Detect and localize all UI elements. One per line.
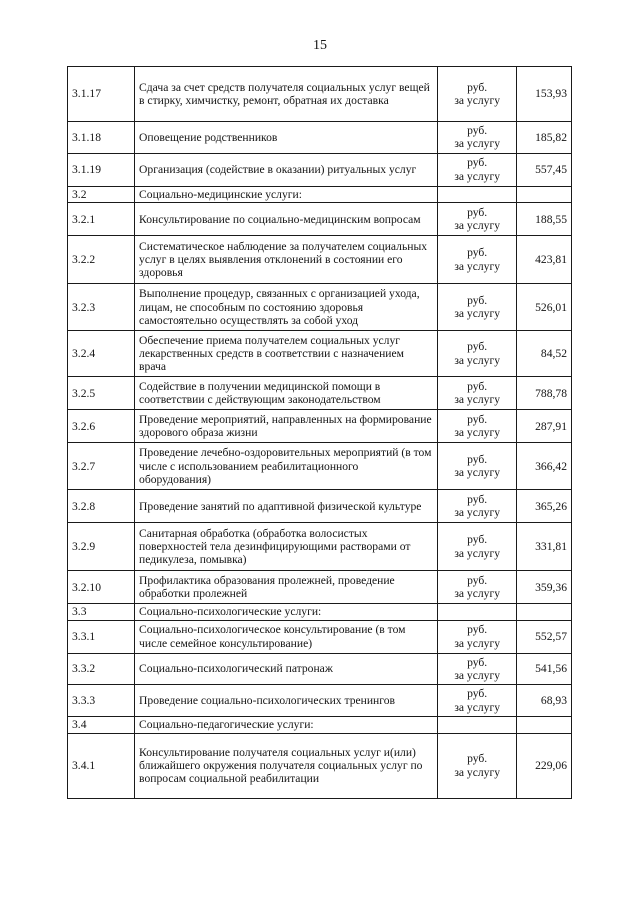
unit-cell <box>437 653 517 685</box>
unit-cell <box>437 620 517 653</box>
unit-currency: руб. <box>467 412 488 426</box>
service-code: 3.2.4 <box>68 331 135 377</box>
unit-cell <box>437 203 517 236</box>
unit-cell <box>437 153 517 186</box>
unit-per-service: за услугу <box>454 636 501 650</box>
service-code: 3.2.7 <box>68 443 135 490</box>
service-code: 3.3.3 <box>68 685 135 717</box>
unit-per-service: за услугу <box>454 259 501 273</box>
table-row <box>68 122 572 154</box>
unit-currency: руб. <box>467 340 488 354</box>
service-name: Консультирование по социально-медицинским вопросам <box>135 203 438 236</box>
service-price: 188,55 <box>517 203 572 236</box>
service-price: 359,36 <box>517 571 572 604</box>
service-price: 366,42 <box>517 443 572 490</box>
unit-per-service: за услугу <box>454 94 501 107</box>
table-row <box>68 685 572 717</box>
table-row <box>68 153 572 186</box>
unit-per-service: за услугу <box>454 219 501 233</box>
unit-currency: руб. <box>467 452 488 466</box>
unit-currency: руб. <box>467 80 488 94</box>
unit-currency: руб. <box>467 205 488 219</box>
service-code: 3.3.1 <box>68 620 135 653</box>
unit-cell <box>437 122 517 154</box>
service-name: Систематическое наблюдение за получателем социальных услуг в целях выявления отклонений в состоянии его здоровья <box>135 236 438 284</box>
unit-cell <box>437 523 517 571</box>
unit-per-service: за услугу <box>454 393 501 407</box>
service-name: Содействие в получении медицинской помощи в соответствии с действующим законодательством <box>135 377 438 410</box>
unit-cell <box>437 733 517 798</box>
unit-cell <box>437 377 517 410</box>
unit-currency: руб. <box>467 573 488 587</box>
unit-currency: руб. <box>467 293 488 307</box>
service-name: Оповещение родственников <box>135 122 438 154</box>
service-code: 3.2.10 <box>68 571 135 604</box>
table-row <box>68 443 572 490</box>
service-code: 3.1.17 <box>68 67 135 122</box>
section-title: Социально-педагогические услуги: <box>135 717 438 733</box>
service-name: Организация (содействие в оказании) ритуальных услуг <box>135 153 438 186</box>
service-name: Проведение мероприятий, направленных на формирование здорового образа жизни <box>135 410 438 443</box>
unit-cell <box>437 284 517 331</box>
service-price: 423,81 <box>517 236 572 284</box>
service-price <box>517 186 572 202</box>
service-price: 788,78 <box>517 377 572 410</box>
table-row <box>68 620 572 653</box>
service-code: 3.3 <box>68 604 135 620</box>
unit-cell <box>437 186 517 202</box>
service-code: 3.1.19 <box>68 153 135 186</box>
table-row <box>68 203 572 236</box>
service-code: 3.2.5 <box>68 377 135 410</box>
service-name: Профилактика образования пролежней, проведение обработки пролежней <box>135 571 438 604</box>
service-name: Санитарная обработка (обработка волосистых поверхностей тела дезинфицирующими растворами от педикулеза, помывка) <box>135 523 438 571</box>
unit-cell <box>437 236 517 284</box>
unit-per-service: за услугу <box>454 353 501 367</box>
unit-cell <box>437 717 517 733</box>
service-name: Проведение занятий по адаптивной физической культуре <box>135 490 438 523</box>
service-name: Обеспечение приема получателем социальных услуг лекарственных средств в соответствии с назначением врача <box>135 331 438 377</box>
unit-currency: руб. <box>467 687 488 701</box>
service-name: Социально-психологическое консультирование (в том числе семейное консультирование) <box>135 620 438 653</box>
unit-per-service: за услугу <box>454 466 501 480</box>
service-name: Проведение социально-психологических тренингов <box>135 685 438 717</box>
unit-currency: руб. <box>467 492 488 506</box>
service-code: 3.2.8 <box>68 490 135 523</box>
unit-per-service: за услугу <box>454 587 501 601</box>
table-row <box>68 377 572 410</box>
unit-currency: руб. <box>467 623 488 637</box>
unit-per-service: за услугу <box>454 426 501 440</box>
unit-cell <box>437 571 517 604</box>
unit-cell <box>437 443 517 490</box>
unit-per-service: за услугу <box>454 765 501 779</box>
unit-per-service: за услугу <box>454 506 501 520</box>
unit-per-service: за услугу <box>454 546 501 560</box>
services-price-table <box>67 66 572 799</box>
table-row <box>68 523 572 571</box>
unit-cell <box>437 490 517 523</box>
service-price: 557,45 <box>517 153 572 186</box>
unit-currency: руб. <box>467 533 488 547</box>
table-row <box>68 410 572 443</box>
unit-cell <box>437 685 517 717</box>
unit-currency: руб. <box>467 246 488 260</box>
section-row <box>68 604 572 620</box>
service-price <box>517 717 572 733</box>
service-price: 229,06 <box>517 733 572 798</box>
service-price <box>517 604 572 620</box>
service-code: 3.2.6 <box>68 410 135 443</box>
table-row <box>68 653 572 685</box>
unit-currency: руб. <box>467 124 488 137</box>
service-code: 3.3.2 <box>68 653 135 685</box>
service-code: 3.2.2 <box>68 236 135 284</box>
service-name: Сдача за счет средств получателя социальных услуг вещей в стирку, химчистку, ремонт, обратная их доставка <box>135 67 438 122</box>
unit-currency: руб. <box>467 752 488 766</box>
service-price: 331,81 <box>517 523 572 571</box>
service-price: 365,26 <box>517 490 572 523</box>
table-row <box>68 571 572 604</box>
service-price: 541,56 <box>517 653 572 685</box>
unit-cell <box>437 410 517 443</box>
table-row <box>68 236 572 284</box>
unit-per-service: за услугу <box>454 700 501 714</box>
unit-currency: руб. <box>467 379 488 393</box>
unit-currency: руб. <box>467 156 488 170</box>
section-row <box>68 186 572 202</box>
unit-cell <box>437 67 517 122</box>
unit-per-service: за услугу <box>454 307 501 321</box>
service-code: 3.2 <box>68 186 135 202</box>
service-code: 3.2.9 <box>68 523 135 571</box>
table-row <box>68 733 572 798</box>
service-price: 287,91 <box>517 410 572 443</box>
service-name: Проведение лечебно-оздоровительных мероприятий (в том числе с использованием реабилитационного оборудования) <box>135 443 438 490</box>
service-code: 3.1.18 <box>68 122 135 154</box>
service-code: 3.4.1 <box>68 733 135 798</box>
service-name: Консультирование получателя социальных услуг и(или) ближайшего окружения получателя социальных услуг по вопросам социальной реабилитации <box>135 733 438 798</box>
unit-currency: руб. <box>467 655 488 669</box>
service-name: Выполнение процедур, связанных с организацией ухода, лицам, не способным по состоянию здоровья самостоятельно осуществлять за собой уход <box>135 284 438 331</box>
service-price: 153,93 <box>517 67 572 122</box>
unit-per-service: за услугу <box>454 669 501 683</box>
service-code: 3.4 <box>68 717 135 733</box>
service-code: 3.2.3 <box>68 284 135 331</box>
section-title: Социально-медицинские услуги: <box>135 186 438 202</box>
unit-cell <box>437 604 517 620</box>
table-row <box>68 490 572 523</box>
section-title: Социально-психологические услуги: <box>135 604 438 620</box>
service-name: Социально-психологический патронаж <box>135 653 438 685</box>
service-code: 3.2.1 <box>68 203 135 236</box>
service-price: 552,57 <box>517 620 572 653</box>
service-price: 526,01 <box>517 284 572 331</box>
unit-per-service: за услугу <box>454 169 501 183</box>
section-row <box>68 717 572 733</box>
table-row <box>68 284 572 331</box>
page-number: 15 <box>313 38 327 53</box>
service-price: 68,93 <box>517 685 572 717</box>
unit-per-service: за услугу <box>454 137 501 151</box>
service-price: 185,82 <box>517 122 572 154</box>
unit-cell <box>437 331 517 377</box>
service-price: 84,52 <box>517 331 572 377</box>
table-row <box>68 67 572 122</box>
table-body <box>68 67 572 799</box>
table-row <box>68 331 572 377</box>
